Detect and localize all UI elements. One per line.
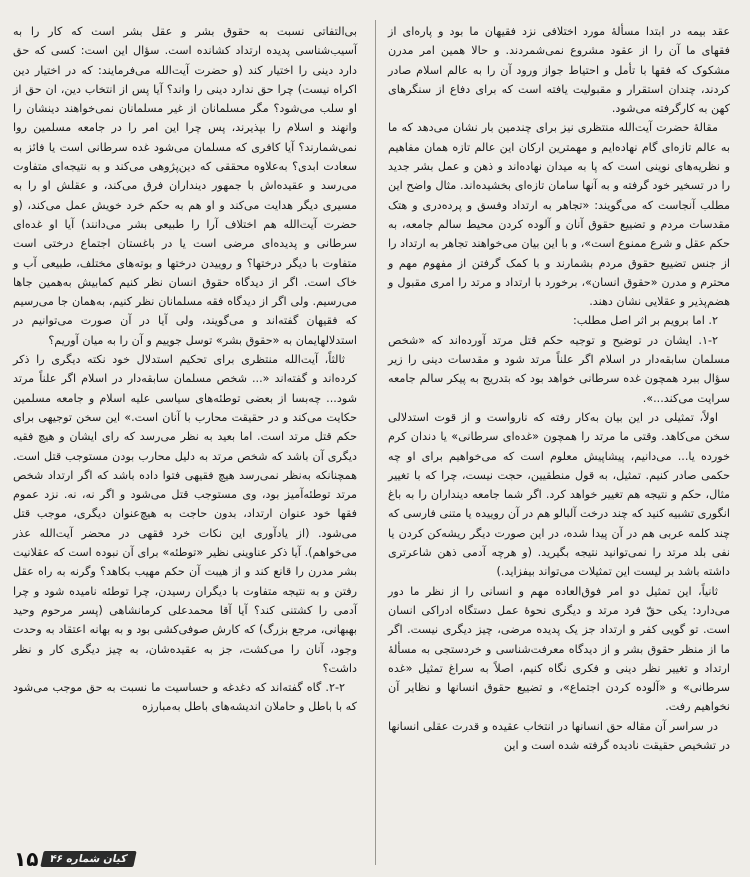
paragraph: عقد بیمه در ابتدا مسألهٔ مورد اختلافی نزد فقیهان ما بود و پاره‌ای از فقهای ما آن را از عقود مشروع نمی‌شمردند. و حالا همین امر مدرن مشکوک که فقها با تأمل و احتیاط جواز ورود آن را به عالم اسلام صادر کردند، چندان استقرار و مقبولیت یافته است که برای دفاع از سنگرهای کهن به کارگرفته می‌شود. — [388, 25, 730, 116]
paragraph: مقالهٔ حضرت آیت‌الله منتظری نیز برای چندمین بار نشان می‌دهد که ما به عالم تازه‌ای گام نهاده‌ایم و مهمترین ارکان این عالم تازه همان مفاهیم و نظریه‌های نوینی است که پا به میدان نهاده‌اند و ذهن و عمل بشر جدید را در تسخیر خود گرفته و به آنها سامان تازه‌ای بخشیده‌اند. مثال واضح این مطلب آنجاست که می‌گویند: «تجاهر به ارتداد وفسق و پرده‌دری و هتک مقدسات مردم و تضییع حقوق آنان و آلوده کردن محیط سالم جامعه، به حکم عقل و شرع ممنوع است»، و با این بیان می‌خواهند تجاهر به ارتداد را از جنس تضییع حقوق مردم بشمارند و با کمک گرفتن از مفهوم مهم و محترم و مدرن «حقوق انسان»، برخورد با ارتداد و مرتد را امری مقبول و هضم‌پذیر و عقلایی نشان دهند. — [388, 121, 730, 309]
right-text-column — [388, 22, 730, 755]
page-footer — [14, 847, 135, 871]
paragraph: ۱-۲. ایشان در توضیح و توجیه حکم قتل مرتد آورده‌اند که «شخص مسلمان سابقه‌دار در اسلام اگر علناً مرتد شود و مقدسات دینی را زیر سؤال ببرد همچون غده سرطانی خواهد بود که بتدریج به پیکر سالم جامعه سرایت می‌کند...». — [388, 333, 730, 405]
page-number: ۱۵ — [14, 847, 39, 871]
issue-label: کیان شماره ۴۶ — [41, 851, 137, 867]
paragraph: ۲-۲. گاه گفته‌اند که دغدغه و حساسیت ما نسبت به حق موجب می‌شود که با باطل و حاملان اندیشه‌های باطل به‌مبارزه — [13, 681, 357, 714]
paragraph: ثانیاً، این تمثیل دو امر فوق‌العاده مهم و انسانی را از نظر ما دور می‌دارد: یکی حقّ فرد مرتد و دیگری نحوهٔ عمل دستگاه ادراکی انسان است. تو گویی کفر و ارتداد جز یک پدیده مرضی، چیز دیگری نیست. اگر ما از منظر حقوق بشر و از دیدگاه معرفت‌شناسی و خردستجی به مسألهٔ ارتداد و تغییر نظر دینی و فکری نگاه کنیم، اصلاً به سراغ تمثیل «غده سرطانی» و «آلوده کردن اجتماع»، و تضییع حقوق انسانها و نظایر آن نخواهیم رفت. — [388, 584, 730, 714]
paragraph: بی‌التفاتی نسبت به حقوق بشر و عقل بشر است که کار را به آسیب‌شناسی پدیده ارتداد کشانده است. سؤال این است: کسی که حق دارد دینی را اختیار کند (و حضرت آیت‌الله می‌فرمایند: که در اختیار دین اکراه نیست) چرا حق ندارد دینی را واند؟ آیا پس از انتخاب دین، ان حق از او سلب می‌شود؟ مگر مسلمانان از غیر مسلمانان نمی‌خواهند دینشان را وانهند و اسلام را بپذیرند، پس چرا این امر را در جامعه مسلمین روا نمی‌شمارند؟ آیا کافری که مسلمان می‌شود غده سرطانی است یا فائز به سعادت ابدی؟ به‌علاوه محققی که دین‌پژوهی می‌کند و به نتیجه‌ای متفاوت می‌رسد و عقیده‌اش با جمهور دینداران فرق می‌کند، و عقلش او را به مسیری دیگر هدایت می‌کند و او هم به حکم خرد خویش عمل می‌کند، (و حضرت آیت‌الله هم اختلاف آرا را طبیعی بشر می‌دانند) آیا او غده‌ای سرطانی و پدیده‌ای مرضی است یا در باغستان اجتماع درختی است متفاوت با دیگر درختها؟ و روییدن درختها و بوته‌های مختلف، طبیعی آب و خاک است. اگر از دیدگاه حقوق انسان نظر کنیم کمابیش به‌همین جاها می‌رسیم. ولی اگر از دیدگاه فقه مسلمانان نظر کنیم، به‌همان جا می‌رسیم که فقیهان گفته‌اند و می‌گویند، ولی آیا در آن صورت می‌توانیم در استدلالهایمان به «حقوق بشر» توسل جوییم و آن را به میان آوریم؟ — [13, 25, 357, 347]
left-text-column — [13, 22, 357, 717]
column-divider — [375, 20, 376, 865]
paragraph: در سراسر آن مقاله حق انسانها در انتخاب عقیده و قدرت عقلی انسانها در تشخیص حقیقت نادیده گرفته شده است و این — [388, 719, 730, 752]
paragraph: ۲. اما برویم بر اثر اصل مطلب: — [572, 314, 718, 328]
paragraph: اولاً، تمثیلی در این بیان به‌کار رفته که نارواست و از قوت استدلالی سخن می‌کاهد. وقتی ما مرتد را همچون «غده‌ای سرطانی» یا دندان کرم خورده یا... می‌دانیم، پیشاپیش معلوم است که می‌خواهیم برای او چه حکمی صادر کنیم. تمثیل، به قول منطقیین، حجت نیست، چرا که با تغییر مثال، حکم و نتیجه هم تغییر خواهد کرد. اگر شما جامعه دینداران را به باغ انگوری تشبیه کنید که چند درخت آلبالو هم در آن روییده یا متنی فارسی که چند کلمه عربی هم در آن پیدا شده، در این صورت دیگر ریشه‌کن کردن یا نفی بلد مرتد را نمی‌توانید نتیجه بگیرید. (و هرچه آدمی ذهن شاعرتری داشته باشد بر لیست این تمثیلات می‌تواند بیفزاید.) — [388, 410, 730, 579]
paragraph: ثالثاً، آیت‌الله منتظری برای تحکیم استدلال خود نکته دیگری را ذکر کرده‌اند و گفته‌اند «... شخص مسلمان سابقه‌دار در اسلام اگر علناً مرتد شود... چه‌بسا از بعضی توطئه‌های سیاسی علیه اسلام و جامعه مسلمین حکایت می‌کند و در حقیقت محارب با آنان است.» این سخن توجیهی برای حکم قتل مرتد است. اما بعید به نظر می‌رسد که رای ایشان و هیچ فقیه دیگری آن باشد که شخص مرتد به دلیل محارب بودن مستوجب قتل است. همچنانکه به‌نظر نمی‌رسد هیچ فقیهی فتوا داده باشد که اگر ارتداد شخص مرتد توطئه‌آمیز بود، وی مستوجب قتل می‌شود و اگر نه، نه. نزد عموم فقها خود عنوان ارتداد، بدون حاجت به هیچ‌عنوان دیگری، موجب قتل می‌شود. (از یادآوری این نکات خرد فقهی در محضر آیت‌الله عذر می‌خواهم). آیا ذکر عناوینی نظیر «توطئه» برای آن نبوده است که عقلانیت بشر مدرن را قانع کند و از هیبت آن حکم مهیب بکاهد؟ وگرنه به راه عقل رفتن و به نتیجه متفاوت با دیگران رسیدن، چرا توطئه نامیده شود و چرا آدمی را کشتنی کند؟ آیا آقا محمدعلی کرمانشاهی (پسر مرحوم وحید بهبهانی، مرجع بزرگ) که کارش صوفی‌کشی بود و به بهانه اعتقاد به وحدت وجود، آنان را می‌کشت، جز به عقیده‌شان، به چیز دیگری کار و نظر داشت؟ — [13, 353, 357, 675]
